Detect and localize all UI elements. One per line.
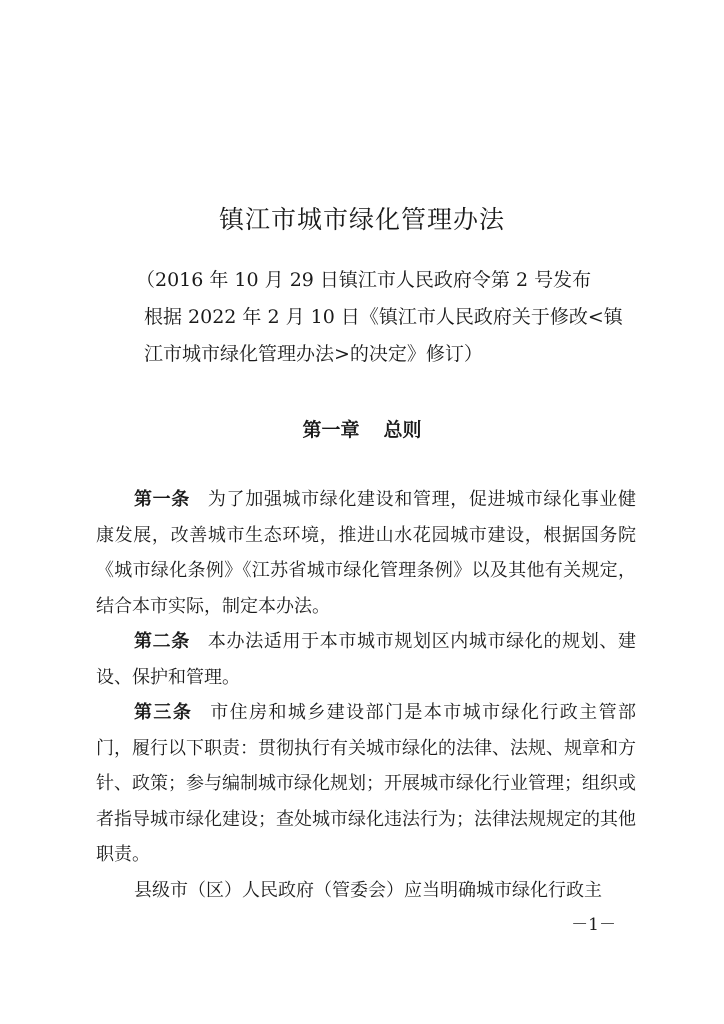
page-number: －1－ [571, 915, 616, 935]
article-text: 本办法适用于本市城市规划区内城市绿化的规划、建设、保护和管理。 [96, 631, 636, 688]
document-body [96, 482, 636, 908]
subtitle-line: （2016 年 10 月 29 日镇江市人民政府令第 2 号发布 [136, 269, 592, 291]
article-paragraph [96, 482, 636, 624]
article-number: 第一条 [134, 489, 190, 510]
article-number: 第三条 [134, 702, 193, 723]
document-subtitle [136, 262, 626, 373]
chapter-heading [0, 415, 724, 442]
chapter-number: 第一章 [302, 419, 360, 441]
article-text: 市住房和城乡建设部门是本市城市绿化行政主管部门，履行以下职责：贯彻执行有关城市绿化的法律、法规、规章和方针、政策；参与编制城市绿化规划；开展城市绿化行业管理；组织或者指导城市绿化建设；查处城市绿化违法行为；法律法规规定的其他职责。 [96, 702, 636, 865]
chapter-name: 总则 [383, 419, 422, 441]
article-paragraph [96, 695, 636, 873]
article-text: 为了加强城市绿化建设和管理，促进城市绿化事业健康发展，改善城市生态环境，推进山水花园城市建设，根据国务院《城市绿化条例》《江苏省城市绿化管理条例》以及其他有关规定，结合本市实际，制定本办法。 [96, 489, 636, 617]
continuation-paragraph [96, 873, 636, 909]
subtitle-line: 江市城市绿化管理办法>的决定》修订） [144, 343, 483, 365]
article-paragraph [96, 624, 636, 695]
paragraph-text: 县级市（区）人民政府（管委会）应当明确城市绿化行政主 [134, 879, 602, 901]
subtitle-line: 根据 2022 年 2 月 10 日《镇江市人民政府关于修改<镇 [144, 306, 623, 328]
document-title: 镇江市城市绿化管理办法 [218, 205, 505, 234]
article-number: 第二条 [134, 631, 190, 652]
